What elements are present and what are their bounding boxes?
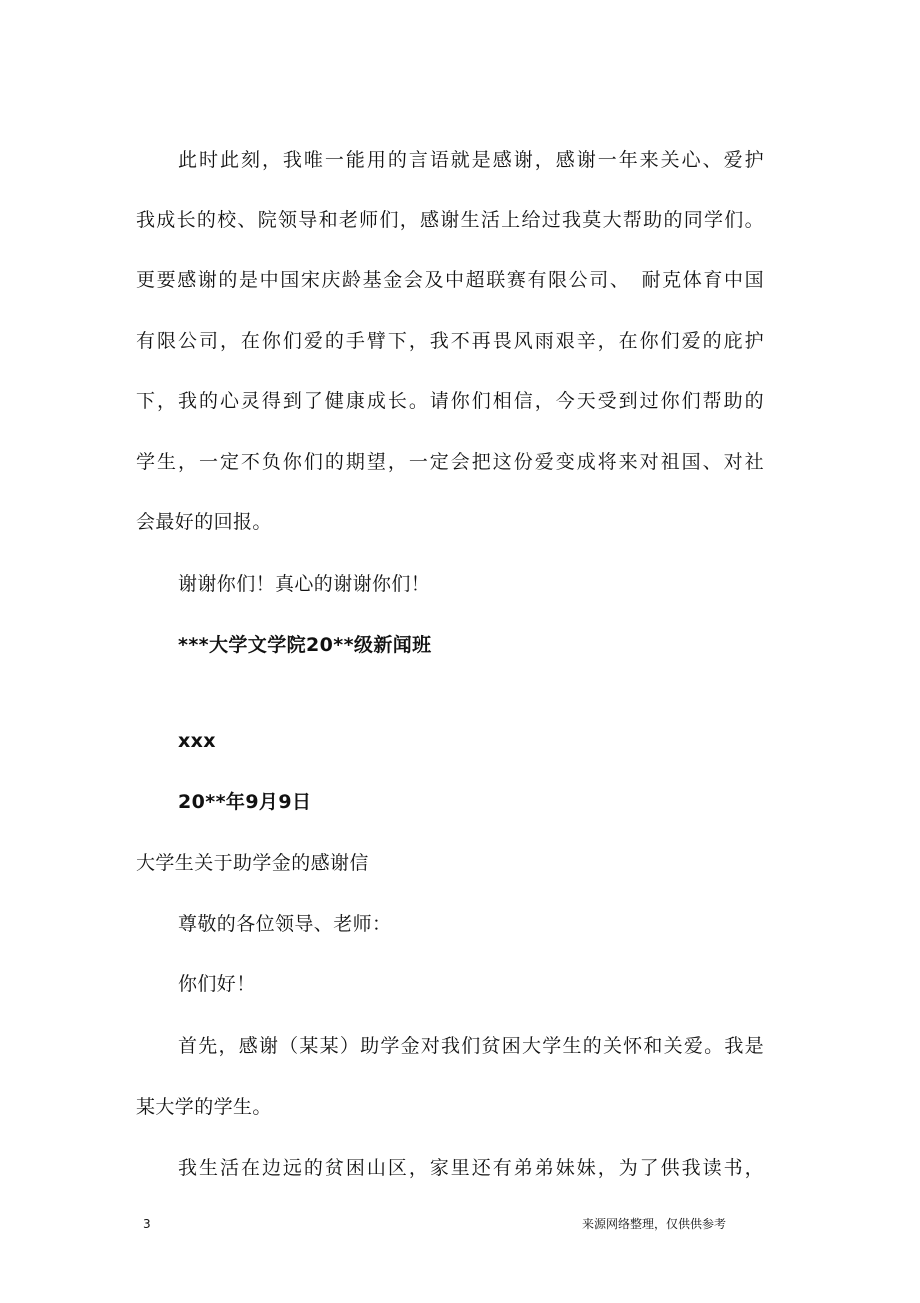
letter1-para1-line-3: 更要感谢的是中国宋庆龄基金会及中超联赛有限公司、 耐克体育中国 — [136, 269, 764, 291]
letter2-para1-line-2: 某大学的学生。 — [136, 1096, 272, 1118]
letter1-signature-name: xxx — [178, 730, 216, 752]
letter2-greeting: 你们好！ — [178, 973, 256, 995]
source-note: 来源网络整理，仅供供参考 — [582, 1217, 727, 1231]
letter2-para2-line-1: 我生活在边远的贫困山区，家里还有弟弟妹妹，为了供我读书， — [178, 1157, 764, 1179]
letter1-para1-line-1: 此时此刻，我唯一能用的言语就是感谢，感谢一年来关心、爱护 — [178, 149, 764, 171]
letter1-para1-line-6: 学生，一定不负你们的期望，一定会把这份爱变成将来对祖国、对社 — [136, 451, 764, 473]
letter1-date: 20**年9月9日 — [178, 791, 312, 813]
letter1-signature-org: ***大学文学院20**级新闻班 — [178, 634, 432, 656]
letter2-salutation: 尊敬的各位领导、老师： — [178, 913, 392, 935]
page-number: 3 — [143, 1217, 151, 1231]
letter1-para1-line-5: 下，我的心灵得到了健康成长。请你们相信，今天受到过你们帮助的 — [136, 390, 764, 412]
letter2-para1-line-1: 首先，感谢（某某）助学金对我们贫困大学生的关怀和关爱。我是 — [178, 1035, 764, 1057]
letter1-para1-line-7: 会最好的回报。 — [136, 511, 272, 533]
letter2-title: 大学生关于助学金的感谢信 — [136, 852, 369, 874]
letter1-closing: 谢谢你们！真心的谢谢你们！ — [178, 573, 431, 595]
letter1-para1-line-4: 有限公司，在你们爱的手臂下，我不再畏风雨艰辛，在你们爱的庇护 — [136, 330, 764, 352]
letter1-para1-line-2: 我成长的校、院领导和老师们，感谢生活上给过我莫大帮助的同学们。 — [136, 209, 764, 231]
